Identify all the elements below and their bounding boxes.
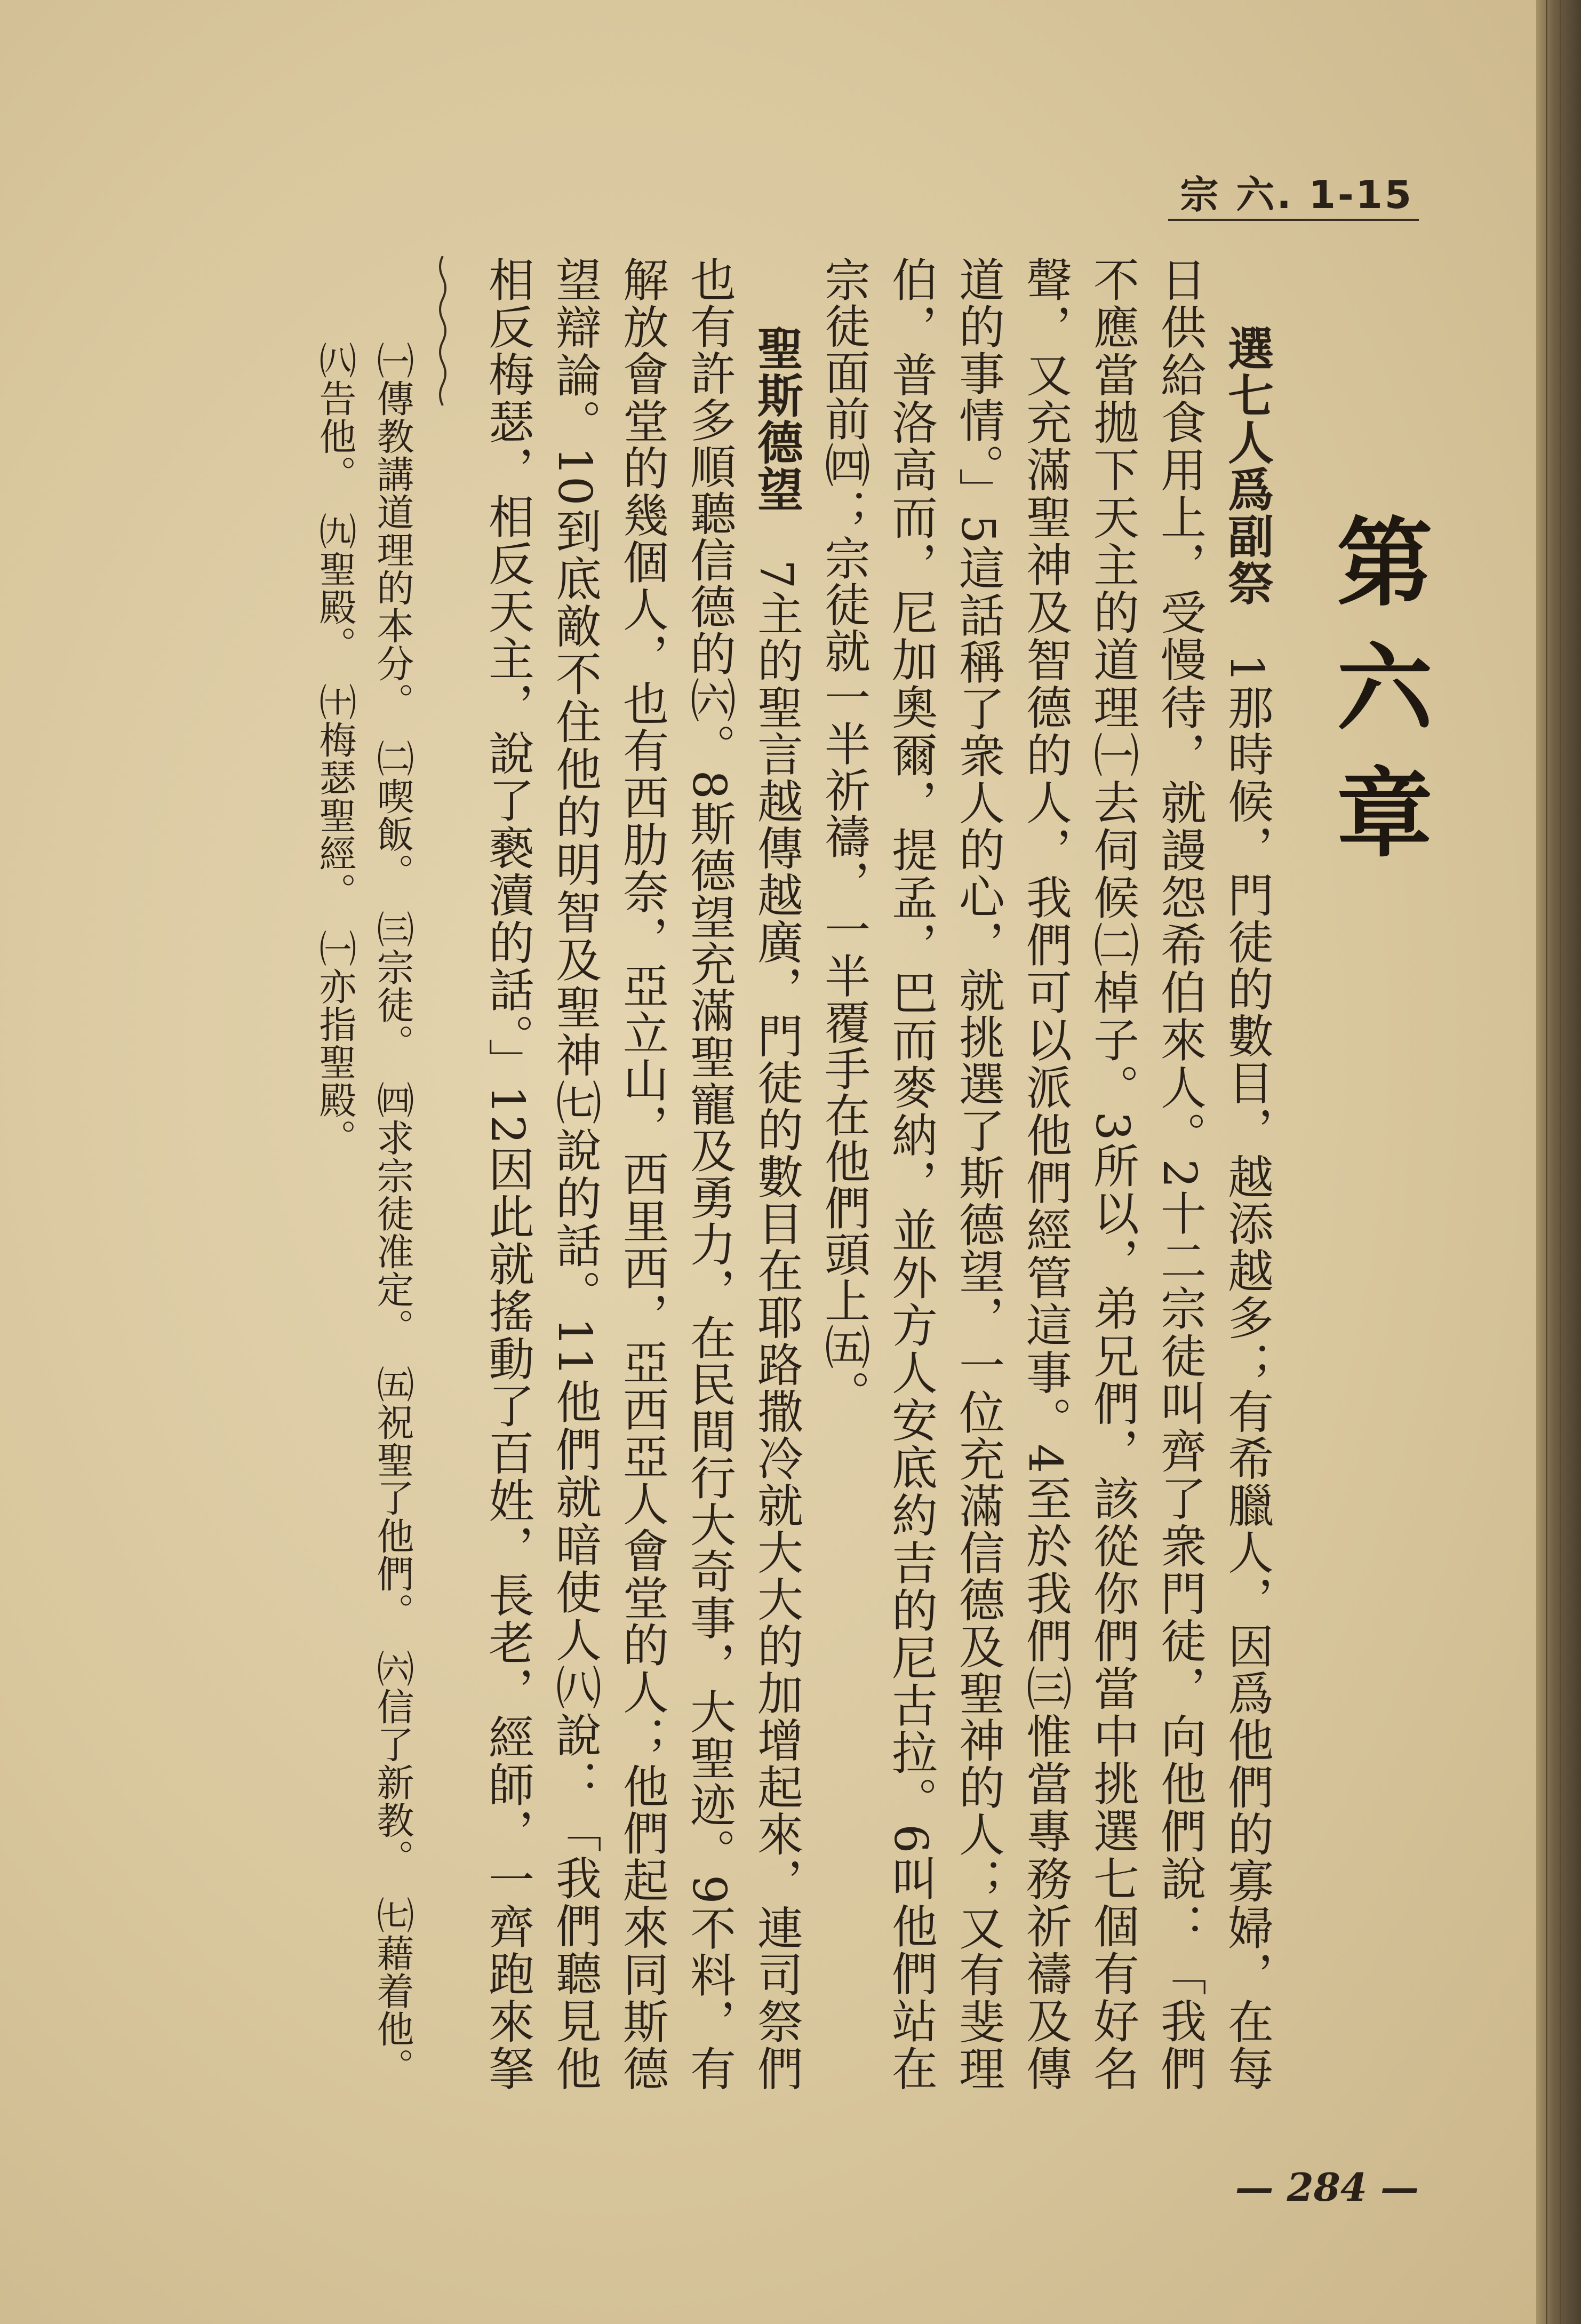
book-gutter: [1536, 0, 1581, 2324]
chapter-title: 第六章: [1321, 512, 1432, 888]
paragraph-section-2: [469, 256, 810, 2091]
running-head: 宗 六. 1-15: [1180, 172, 1414, 217]
footnotes: [293, 341, 421, 2102]
footnote-line: ㈠傳教講道理的本分。 ㈡喫飯。 ㈢宗徒。 ㈣求宗徒准定。 ㈤祝聖了他們。 ㈥信了新教。 ㈦藉着他。: [371, 341, 414, 2086]
section-text: 1那時候，門徒的數目，越添越多；有希臘人，因爲他們的寡婦，在每日供給食用上，受慢待，就謾怨希伯來人。2十二宗徒叫齊了衆門徒，向他們說：「我們不應當拋下天主的道理㈠去伺候㈡棹子。3所以，弟兄們，該從你們當中挑選七個有好名聲，又充滿聖神及智德的人，我們可以派他們經管這事。4至於我們㈢惟當專務祈禱及傳道的事情。」5這話稱了衆人的心，就挑選了斯德望，一位充滿信德及聖神的人；又有斐理伯，普洛高而，尼加奧爾，提孟，巴而麥納，並外方人安底約吉的尼古拉。6叫他們站在宗徒面前㈣；宗徒就一半祈禱，一半覆手在他們頭上㈤。: [817, 256, 1273, 2091]
header-rule: [1168, 219, 1419, 221]
paragraph-section-1: [810, 256, 1280, 2091]
gutter-line: [1546, 0, 1547, 2324]
section-heading: 選七人爲副祭: [1220, 325, 1273, 607]
footnote-divider: [435, 256, 451, 2091]
gutter-line: [1560, 0, 1561, 2324]
page-number: — 284 —: [1235, 2164, 1419, 2210]
footnote-line: ㈧告他。 ㈨聖殿。 ㈩梅瑟聖經。 ㈠亦指聖殿。: [313, 341, 357, 1157]
section-text: 7主的聖言越傳越廣，門徒的數目在耶路撒冷就大大的加增起來，連司祭們也有許多順聽信德的㈥。8斯德望充滿聖寵及勇力，在民間行大奇事，大聖迹。9不料，有解放會堂的幾個人，也有西肋奈，亞立山，西里西，亞西亞人會堂的人；他們起來同斯德望辯論。10到底敵不住他的明智及聖神㈦說的話。11他們就暗使人㈧說：「我們聽見他相反梅瑟，相反天主，說了褻瀆的話。」12因此就搖動了百姓，長老，經師，一齊跑來拏: [481, 256, 803, 2091]
section-heading: 聖斯德望: [749, 325, 803, 513]
chapter-body: [469, 256, 1280, 2091]
